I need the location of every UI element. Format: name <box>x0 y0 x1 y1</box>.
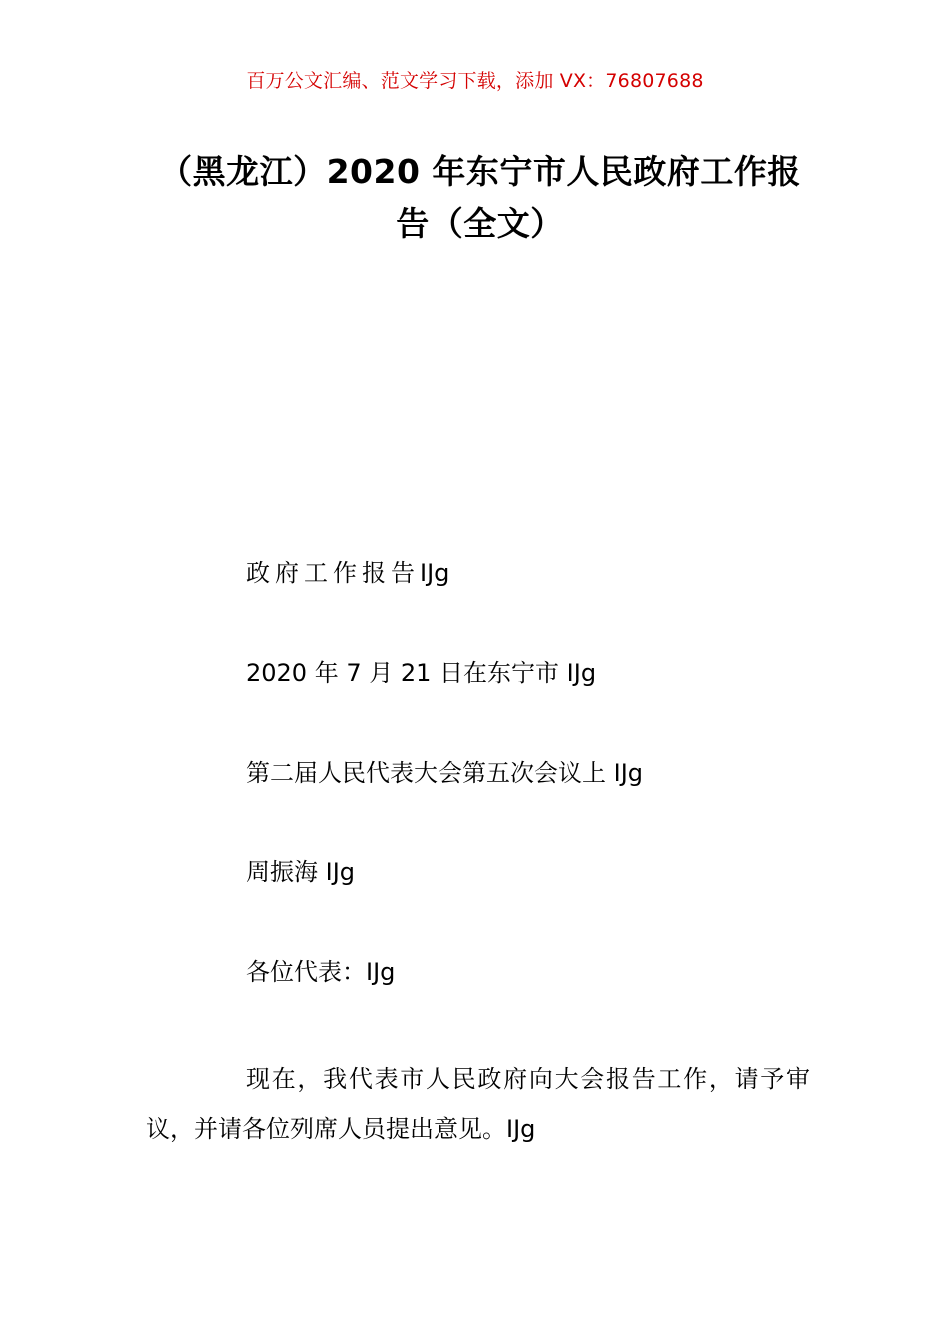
document-title: （黑龙江）2020 年东宁市人民政府工作报告（全文） <box>159 152 801 243</box>
date-location-line: 2020 年 7 月 21 日在东宁市 IJg <box>246 659 597 687</box>
speaker-name-line: 周振海 IJg <box>246 858 356 886</box>
opening-paragraph: 现在，我代表市人民政府向大会报告工作，请予审议，并请各位列席人员提出意见。IJg <box>146 1065 810 1143</box>
salutation-line: 各位代表：IJg <box>246 958 396 986</box>
header-watermark-note: 百万公文汇编、范文学习下载，添加 VX：76807688 <box>246 70 704 92</box>
report-heading-text: 政府工作报告 <box>246 559 420 587</box>
report-heading-line <box>246 558 449 588</box>
session-line: 第二届人民代表大会第五次会议上 IJg <box>246 759 644 787</box>
report-heading-marker: IJg <box>420 559 450 587</box>
